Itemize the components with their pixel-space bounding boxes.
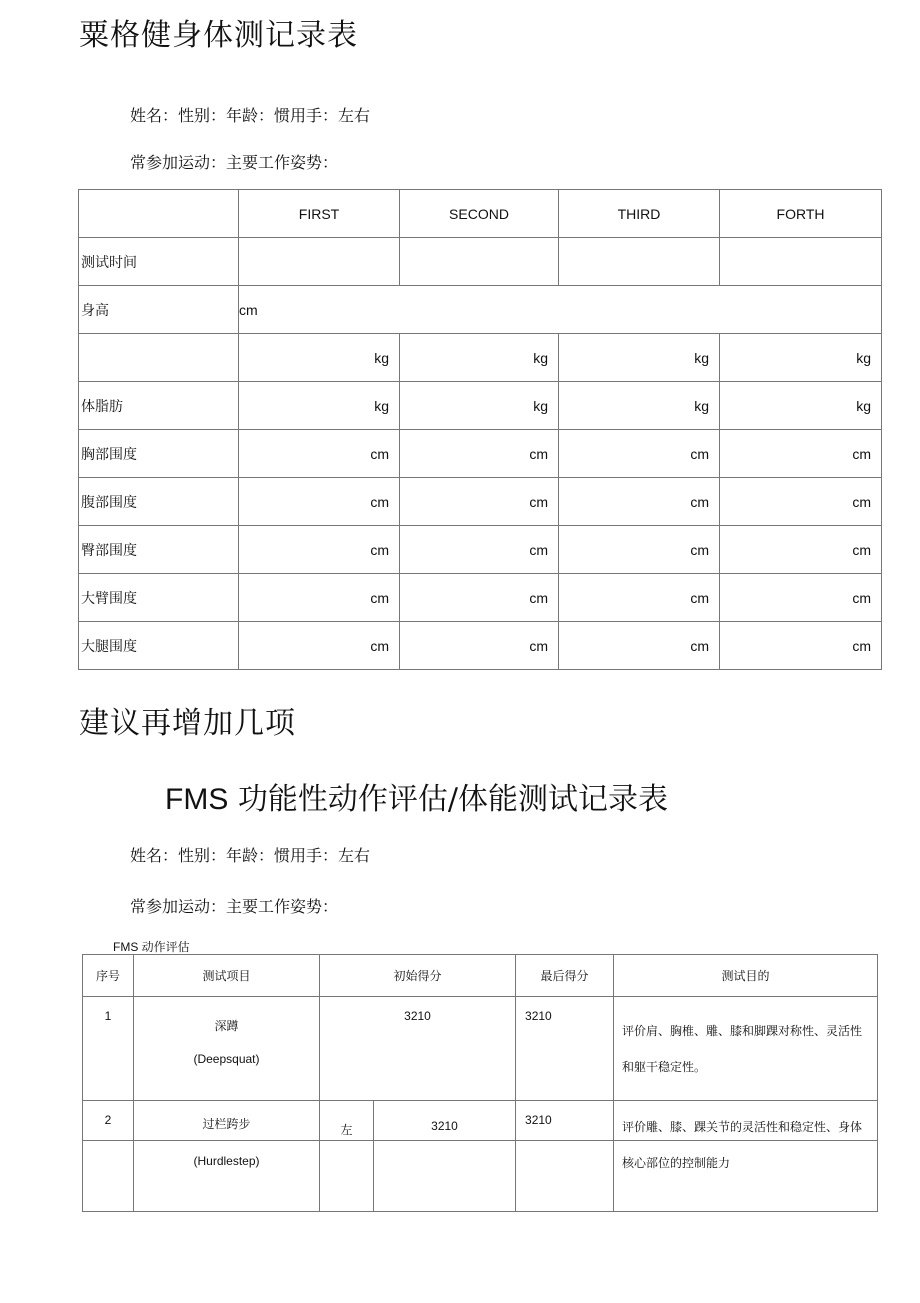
test-time-cell-1[interactable] xyxy=(239,238,400,286)
fms-activity-info-line: 常参加运动：主要工作姿势： xyxy=(130,897,339,916)
fms-title-cn: 功能性动作评估/体能测试记录表 xyxy=(228,782,668,817)
row-label-test-time: 测试时间 xyxy=(79,238,239,286)
chest-cell-1[interactable]: cm xyxy=(239,430,400,478)
upper-arm-cell-4[interactable]: cm xyxy=(720,574,882,622)
waist-cell-2[interactable]: cm xyxy=(400,478,559,526)
header-second: SECOND xyxy=(400,190,559,238)
chest-cell-2[interactable]: cm xyxy=(400,430,559,478)
row-label-height: 身高 xyxy=(79,286,239,334)
body-fat-cell-1[interactable]: kg xyxy=(239,382,400,430)
table-row xyxy=(79,430,882,478)
waist-cell-1[interactable]: cm xyxy=(239,478,400,526)
test-time-cell-3[interactable] xyxy=(559,238,720,286)
header-final-score: 最后得分 xyxy=(516,955,614,997)
header-test-item: 测试项目 xyxy=(134,955,320,997)
activity-info-line: 常参加运动：主要工作姿势： xyxy=(130,153,339,172)
test-item-cell xyxy=(134,1101,320,1212)
height-value-cell[interactable] xyxy=(239,286,882,334)
table-row xyxy=(79,382,882,430)
chest-cell-4[interactable]: cm xyxy=(720,430,882,478)
table-row xyxy=(79,622,882,670)
thigh-cell-4[interactable]: cm xyxy=(720,622,882,670)
side-left-label: 左 xyxy=(320,1101,374,1212)
table-row xyxy=(79,286,882,334)
header-forth: FORTH xyxy=(720,190,882,238)
body-measurement-table xyxy=(78,189,882,670)
thigh-cell-3[interactable]: cm xyxy=(559,622,720,670)
upper-arm-cell-1[interactable]: cm xyxy=(239,574,400,622)
page-title: 粟格健身体测记录表 xyxy=(79,18,358,53)
fms-title xyxy=(165,780,668,820)
table-cut-line xyxy=(82,1140,878,1141)
table-row xyxy=(79,574,882,622)
table-header-row xyxy=(83,955,878,997)
body-fat-cell-4[interactable]: kg xyxy=(720,382,882,430)
initial-score-cell[interactable]: 3210 xyxy=(374,1101,516,1212)
waist-cell-4[interactable]: cm xyxy=(720,478,882,526)
test-item-cell xyxy=(134,997,320,1101)
test-purpose-cell: 评价肩、胸椎、雕、膝和脚踝对称性、灵活性和躯干稳定性。 xyxy=(614,997,878,1101)
row-label-waist: 腹部围度 xyxy=(79,478,239,526)
body-fat-cell-3[interactable]: kg xyxy=(559,382,720,430)
header-first: FIRST xyxy=(239,190,400,238)
personal-info-line: 姓名：性别：年龄：惯用手：左右 xyxy=(130,106,371,125)
header-third: THIRD xyxy=(559,190,720,238)
test-purpose-cell: 评价雕、膝、踝关节的灵活性和稳定性、身体核心部位的控制能力 xyxy=(614,1101,878,1212)
hip-cell-2[interactable]: cm xyxy=(400,526,559,574)
final-score-cell[interactable]: 3210 xyxy=(516,1101,614,1212)
row-label-hip: 臀部围度 xyxy=(79,526,239,574)
upper-arm-cell-2[interactable]: cm xyxy=(400,574,559,622)
fms-table-viewport xyxy=(82,954,878,1170)
test-item-cn: 过栏跨步 xyxy=(202,1117,251,1131)
table-header-row xyxy=(79,190,882,238)
fms-personal-info-line: 姓名：性别：年龄：惯用手：左右 xyxy=(130,846,371,865)
thigh-cell-2[interactable]: cm xyxy=(400,622,559,670)
section-title: 建议再增加几项 xyxy=(79,706,296,741)
fms-caption: FMS 动作评估 xyxy=(113,940,190,954)
weight-cell-4[interactable]: kg xyxy=(720,334,882,382)
table-row xyxy=(79,334,882,382)
row-number: 2 xyxy=(83,1101,134,1212)
final-score-cell[interactable]: 3210 xyxy=(516,997,614,1101)
table-row xyxy=(83,997,878,1101)
test-item-cn: 深蹲 xyxy=(214,1019,239,1033)
upper-arm-cell-3[interactable]: cm xyxy=(559,574,720,622)
chest-cell-3[interactable]: cm xyxy=(559,430,720,478)
header-test-purpose: 测试目的 xyxy=(614,955,878,997)
test-item-en: (Deepsquat) xyxy=(193,1052,260,1066)
header-initial-score: 初始得分 xyxy=(320,955,516,997)
initial-score-cell[interactable]: 3210 xyxy=(320,997,516,1101)
row-number: 1 xyxy=(83,997,134,1101)
row-label-thigh: 大腿围度 xyxy=(79,622,239,670)
row-label-empty xyxy=(79,334,239,382)
fms-title-latin: FMS xyxy=(165,783,229,816)
table-row xyxy=(83,1101,878,1212)
test-time-cell-4[interactable] xyxy=(720,238,882,286)
table-row xyxy=(79,238,882,286)
body-fat-cell-2[interactable]: kg xyxy=(400,382,559,430)
test-time-cell-2[interactable] xyxy=(400,238,559,286)
weight-cell-1[interactable]: kg xyxy=(239,334,400,382)
waist-cell-3[interactable]: cm xyxy=(559,478,720,526)
table-row xyxy=(79,478,882,526)
table-row xyxy=(79,526,882,574)
weight-cell-2[interactable]: kg xyxy=(400,334,559,382)
test-item-en: (Hurdlestep) xyxy=(193,1154,260,1168)
weight-cell-3[interactable]: kg xyxy=(559,334,720,382)
header-number: 序号 xyxy=(83,955,134,997)
thigh-cell-1[interactable]: cm xyxy=(239,622,400,670)
fms-assessment-table xyxy=(82,954,878,1212)
row-label-upper-arm: 大臂围度 xyxy=(79,574,239,622)
hip-cell-3[interactable]: cm xyxy=(559,526,720,574)
height-unit: cm xyxy=(239,301,258,318)
hip-cell-4[interactable]: cm xyxy=(720,526,882,574)
header-empty-cell xyxy=(79,190,239,238)
hip-cell-1[interactable]: cm xyxy=(239,526,400,574)
row-label-chest: 胸部围度 xyxy=(79,430,239,478)
row-label-body-fat: 体脂肪 xyxy=(79,382,239,430)
